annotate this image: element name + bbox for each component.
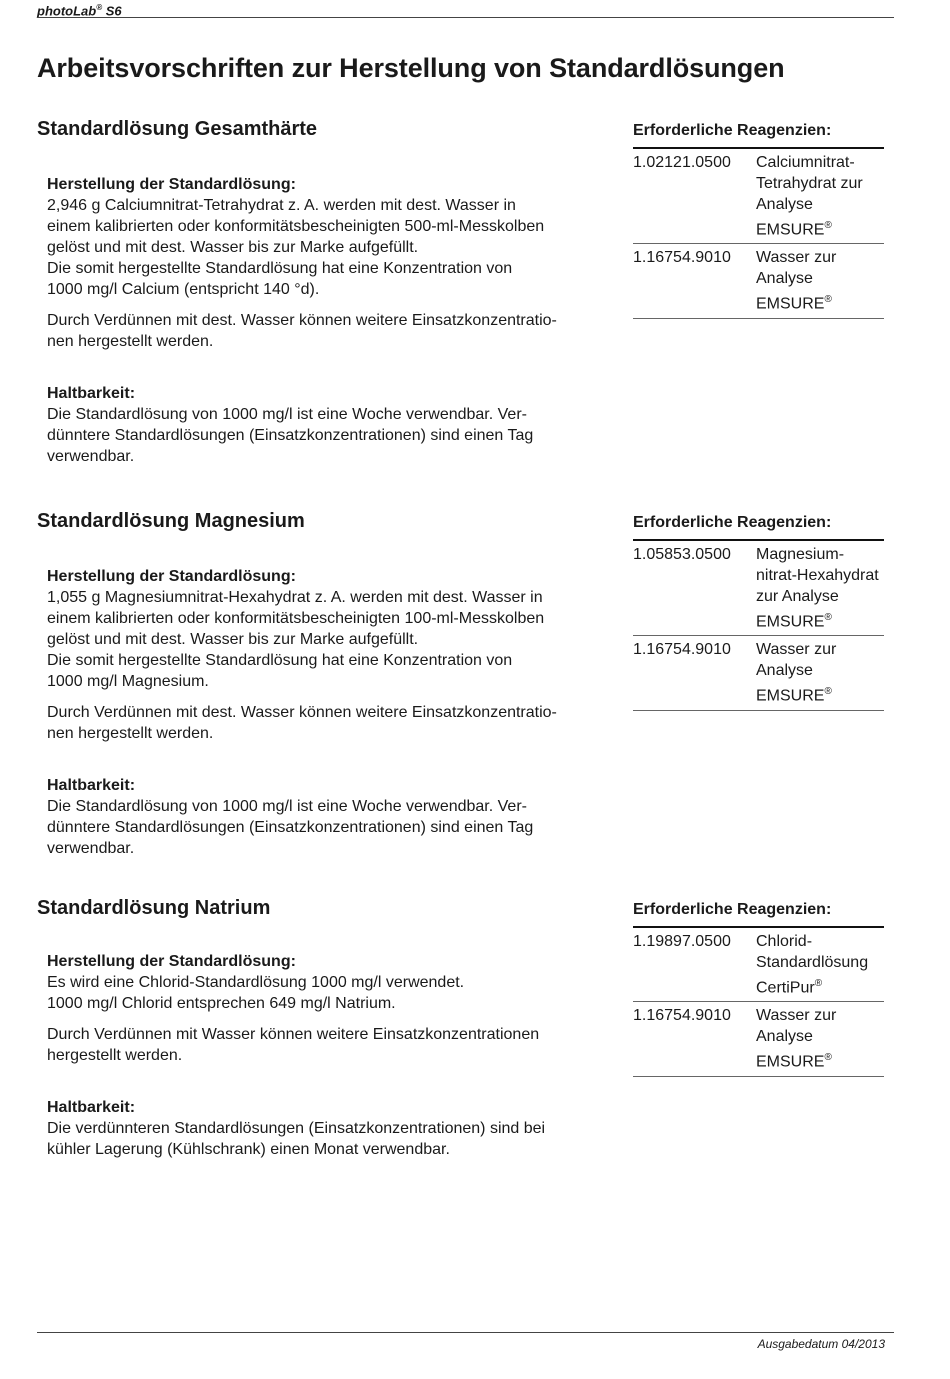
reagent-name-line: Analyse [756,270,813,288]
reagent-row [633,541,884,636]
reagent-name-line: Analyse [756,662,813,680]
reagents-heading: Erforderliche Reagenzien: [633,899,884,928]
shelf-line: Die verdünnteren Standardlösungen (Einsatzkonzentrationen) sind bei [47,1120,546,1137]
reagent-name-line: Chlorid- [756,933,813,950]
reagent-brand [756,215,884,240]
reagent-brand-name: CertiPur [756,979,815,997]
brand-model: S6 [102,3,122,19]
page-title: Arbeitsvorschriften zur Herstellung von Standardlösungen [37,53,785,83]
prep-line: Die somit hergestellte Standardlösung hat eine Konzentration von [47,260,513,277]
reagent-row [633,636,884,710]
reagents-table [633,512,884,711]
reagent-brand-name: EMSURE [756,295,825,313]
reagent-row [633,928,884,1002]
reagent-name-line: Analyse [756,196,813,213]
reagent-brand-name: EMSURE [756,1053,825,1071]
reagent-code: 1.02121.0500 [633,154,731,171]
dilution-line: hergestellt werden. [47,1047,183,1064]
shelf-line: verwendbar. [47,448,135,465]
reagent-name [756,1005,884,1072]
reagents-table [633,899,884,1077]
prep-line: Die somit hergestellte Standardlösung hat eine Konzentration von [47,652,513,669]
prep-line: einem kalibrierten oder konformitätsbescheinigten 500-ml-Messkolben [47,218,545,235]
registered-mark: ® [824,612,832,623]
reagent-code: 1.16754.9010 [633,1007,731,1025]
prep-line: 1,055 g Magnesiumnitrat-Hexahydrat z. A. werden mit dest. Wasser in [47,589,543,606]
reagent-name-line: Calciumnitrat- [756,154,855,171]
section-body [47,174,607,467]
section-title: Standardlösung Gesamthärte [37,118,318,140]
shelf-line: dünntere Standardlösungen (Einsatzkonzentrationen) sind einen Tag [47,819,534,836]
reagent-row [633,149,884,244]
dilution-line: nen hergestellt werden. [47,333,214,350]
prep-line: gelöst und mit dest. Wasser bis zur Marke aufgefüllt. [47,631,419,648]
brand-name: photoLab [37,3,97,19]
reagent-code: 1.05853.0500 [633,546,731,563]
shelf-heading: Haltbarkeit: [47,777,136,794]
header-rule [37,17,894,18]
section-body [47,951,607,1160]
registered-mark: ® [824,294,832,306]
shelf-heading: Haltbarkeit: [47,385,136,402]
prep-line: 2,946 g Calciumnitrat-Tetrahydrat z. A. werden mit dest. Wasser in [47,197,516,214]
reagent-name [756,152,884,240]
reagent-name-line: Magnesium- [756,546,845,563]
reagent-brand [756,607,884,632]
reagent-name [756,639,884,706]
footer-date: Ausgabedatum 04/2013 [757,1337,885,1351]
prep-line: 1000 mg/l Chlorid entsprechen 649 mg/l Natrium. [47,995,396,1012]
reagent-code: 1.16754.9010 [633,249,731,267]
reagent-name-line: nitrat-Hexahydrat [756,567,879,584]
reagent-name [756,931,884,998]
prep-line: 1000 mg/l Calcium (entspricht 140 °d). [47,281,320,298]
reagent-code: 1.16754.9010 [633,641,731,659]
reagent-name-line: Tetrahydrat zur [756,175,863,192]
dilution-line: Durch Verdünnen mit dest. Wasser können weitere Einsatzkonzentratio- [47,704,557,721]
brand-registered-mark: ® [96,3,103,12]
registered-mark: ® [824,686,832,698]
reagent-name-line: Analyse [756,1028,813,1046]
section-title: Standardlösung Natrium [37,897,271,919]
prep-line: gelöst und mit dest. Wasser bis zur Marke aufgefüllt. [47,239,419,256]
shelf-heading: Haltbarkeit: [47,1099,136,1116]
dilution-line: nen hergestellt werden. [47,725,214,742]
reagent-name-line: Wasser zur [756,1007,837,1025]
reagent-row [633,244,884,318]
reagent-brand [756,681,884,706]
reagent-name [756,544,884,632]
reagent-brand-name: EMSURE [756,687,825,705]
reagent-name-line: Wasser zur [756,249,837,267]
registered-mark: ® [824,1052,832,1064]
shelf-line: verwendbar. [47,840,135,857]
reagents-table [633,120,884,319]
reagent-brand-name: EMSURE [756,221,825,239]
reagent-name-line: zur Analyse [756,588,839,605]
prep-heading: Herstellung der Standardlösung: [47,568,296,585]
section-title: Standardlösung Magnesium [37,510,305,532]
shelf-line: Die Standardlösung von 1000 mg/l ist eine Woche verwendbar. Ver- [47,406,527,423]
dilution-line: Durch Verdünnen mit Wasser können weitere Einsatzkonzentrationen [47,1026,540,1043]
reagent-code: 1.19897.0500 [633,933,731,950]
reagent-name [756,247,884,314]
prep-line: einem kalibrierten oder konformitätsbescheinigten 100-ml-Messkolben [47,610,545,627]
reagent-brand [756,1047,884,1072]
shelf-line: kühler Lagerung (Kühlschrank) einen Monat verwendbar. [47,1141,450,1158]
shelf-line: dünntere Standardlösungen (Einsatzkonzentrationen) sind einen Tag [47,427,534,444]
reagent-row [633,1002,884,1076]
reagent-brand [756,973,884,998]
reagent-brand-name: EMSURE [756,613,825,631]
prep-heading: Herstellung der Standardlösung: [47,953,296,970]
prep-heading: Herstellung der Standardlösung: [47,176,296,193]
reagent-name-line: Standardlösung [756,954,869,971]
registered-mark: ® [814,978,823,989]
dilution-line: Durch Verdünnen mit dest. Wasser können weitere Einsatzkonzentratio- [47,312,557,329]
reagent-name-line: Wasser zur [756,641,837,659]
reagents-heading: Erforderliche Reagenzien: [633,120,884,149]
prep-line: Es wird eine Chlorid-Standardlösung 1000 mg/l verwendet. [47,974,465,991]
registered-mark: ® [824,220,832,231]
reagent-brand [756,289,884,314]
shelf-line: Die Standardlösung von 1000 mg/l ist eine Woche verwendbar. Ver- [47,798,527,815]
reagents-heading: Erforderliche Reagenzien: [633,512,884,541]
section-body [47,566,607,859]
footer-rule [37,1332,894,1333]
prep-line: 1000 mg/l Magnesium. [47,673,209,690]
